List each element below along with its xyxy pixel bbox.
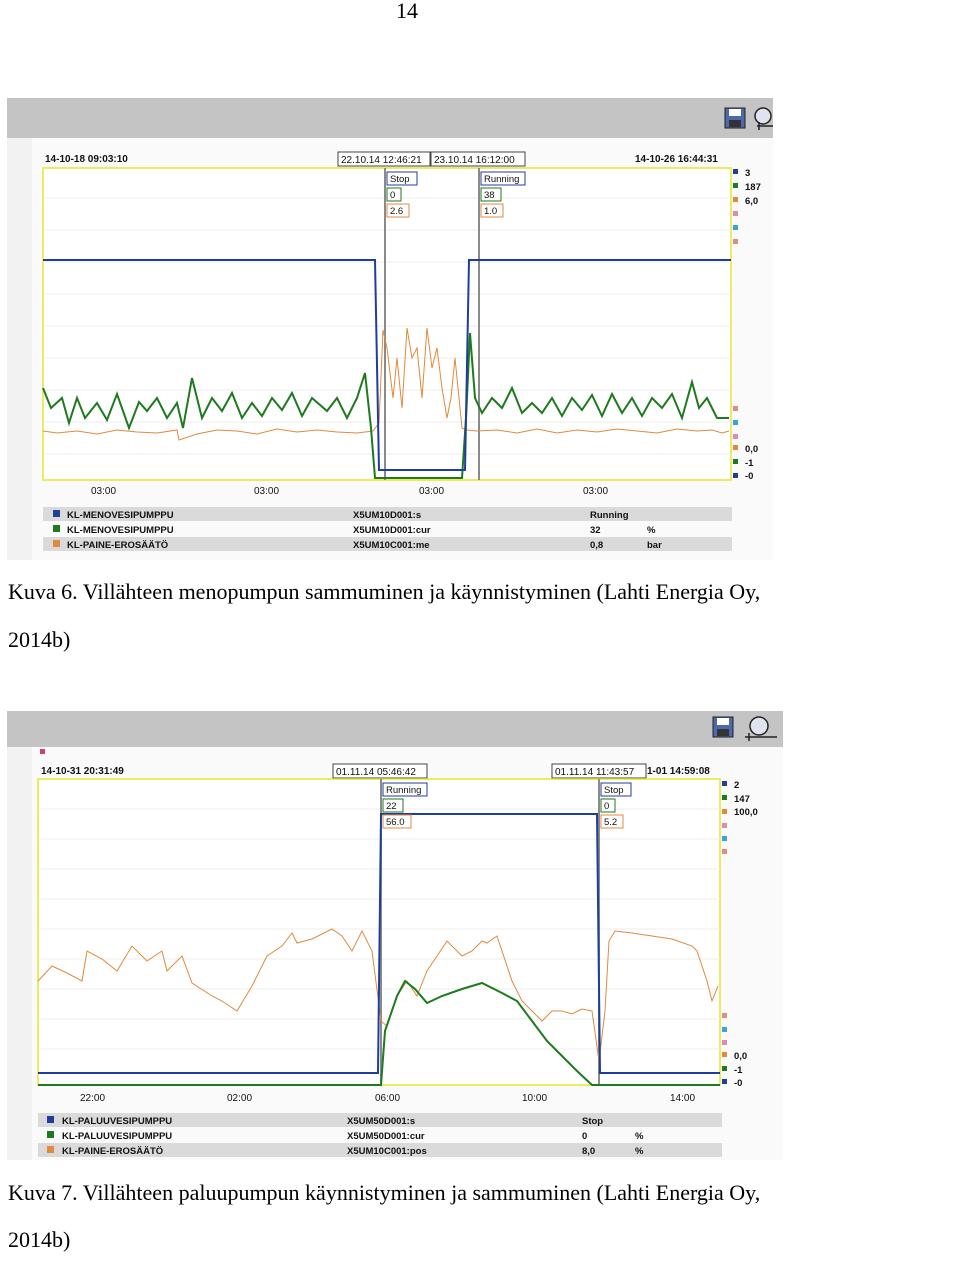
- zoom-reset-icon[interactable]: [755, 108, 773, 130]
- x-tick-label: 10:00: [522, 1093, 548, 1104]
- svg-text:Running: Running: [386, 785, 422, 796]
- svg-text:KL-PALUUVESIPUMPPU: KL-PALUUVESIPUMPPU: [62, 1116, 173, 1127]
- svg-text:22: 22: [386, 801, 397, 812]
- trend-screenshot-1: [7, 98, 773, 560]
- svg-text:%: %: [635, 1131, 644, 1142]
- x-tick-label: 03:00: [91, 486, 117, 497]
- svg-text:-0: -0: [734, 1078, 743, 1089]
- figure-6-caption-line-1: Kuva 6. Villähteen menopumpun sammuminen ja käynnistyminen (Lahti Energia Oy,: [8, 579, 761, 604]
- svg-text:2.6: 2.6: [390, 206, 404, 217]
- cursor-1-time-box: [333, 764, 427, 778]
- x-tick-label: 14:00: [670, 1093, 696, 1104]
- svg-text:%: %: [647, 525, 656, 536]
- save-icon[interactable]: [725, 108, 745, 128]
- svg-text:0,8: 0,8: [590, 540, 604, 551]
- svg-text:187: 187: [745, 182, 761, 193]
- figure-7-caption-line-2: 2014b): [8, 1227, 71, 1252]
- svg-text:Running: Running: [590, 510, 629, 521]
- svg-text:1.0: 1.0: [484, 206, 498, 217]
- svg-text:KL-MENOVESIPUMPPU: KL-MENOVESIPUMPPU: [67, 510, 174, 521]
- svg-text:0: 0: [390, 190, 396, 201]
- svg-text:X5UM10D001:s: X5UM10D001:s: [353, 510, 422, 521]
- cursor-1-time-box: [338, 152, 430, 166]
- svg-text:23.10.14 16:12:00: 23.10.14 16:12:00: [434, 155, 515, 166]
- figure-6-caption-line-2: 2014b): [8, 627, 71, 652]
- x-tick-label: 06:00: [375, 1093, 401, 1104]
- x-tick-label: 22:00: [80, 1093, 106, 1104]
- start-time-label: 14-10-31 20:31:49: [41, 766, 124, 777]
- svg-text:01.11.14 11:43:57: 01.11.14 11:43:57: [555, 767, 635, 778]
- svg-text:-1: -1: [734, 1065, 743, 1076]
- svg-text:0: 0: [582, 1131, 588, 1142]
- svg-text:X5UM10C001:pos: X5UM10C001:pos: [347, 1146, 427, 1157]
- svg-text:KL-PAINE-EROSÄÄTÖ: KL-PAINE-EROSÄÄTÖ: [67, 540, 169, 551]
- cursor-2-time-box: [431, 152, 525, 166]
- svg-text:0,0: 0,0: [745, 444, 759, 455]
- page-number: 14: [396, 0, 418, 23]
- trend-screenshot-2: [7, 711, 783, 1160]
- svg-text:0: 0: [604, 801, 610, 812]
- svg-text:22.10.14 12:46:21: 22.10.14 12:46:21: [341, 155, 422, 166]
- end-time-label: 14-10-26 16:44:31: [635, 154, 718, 165]
- start-time-label: 14-10-18 09:03:10: [45, 154, 128, 165]
- svg-text:%: %: [635, 1146, 644, 1157]
- x-tick-label: 03:00: [583, 486, 609, 497]
- svg-text:3: 3: [745, 168, 751, 179]
- svg-text:01.11.14 05:46:42: 01.11.14 05:46:42: [336, 767, 416, 778]
- x-tick-label: 03:00: [254, 486, 280, 497]
- cursor-2-time-box: [552, 764, 646, 778]
- end-time-label: 1-01 14:59:08: [647, 766, 710, 777]
- save-icon[interactable]: [713, 717, 733, 737]
- svg-text:KL-MENOVESIPUMPPU: KL-MENOVESIPUMPPU: [67, 525, 174, 536]
- figure-7-caption-line-1: Kuva 7. Villähteen paluupumpun käynnistyminen ja sammuminen (Lahti Energia Oy,: [8, 1180, 761, 1205]
- svg-text:147: 147: [734, 794, 750, 805]
- x-tick-label: 03:00: [419, 486, 445, 497]
- svg-text:X5UM10D001:cur: X5UM10D001:cur: [353, 525, 431, 536]
- svg-text:X5UM50D001:cur: X5UM50D001:cur: [347, 1131, 425, 1142]
- svg-text:Stop: Stop: [390, 174, 410, 185]
- svg-text:Stop: Stop: [582, 1116, 604, 1127]
- svg-text:Running: Running: [484, 174, 520, 185]
- svg-text:Stop: Stop: [604, 785, 624, 796]
- svg-text:-1: -1: [745, 458, 754, 469]
- svg-text:X5UM10C001:me: X5UM10C001:me: [353, 540, 430, 551]
- svg-text:32: 32: [590, 525, 601, 536]
- svg-text:bar: bar: [647, 540, 662, 551]
- svg-text:X5UM50D001:s: X5UM50D001:s: [347, 1116, 416, 1127]
- x-tick-label: 02:00: [227, 1093, 253, 1104]
- svg-text:2: 2: [734, 780, 740, 791]
- svg-text:KL-PALUUVESIPUMPPU: KL-PALUUVESIPUMPPU: [62, 1131, 173, 1142]
- svg-text:56.0: 56.0: [386, 817, 405, 828]
- svg-text:8,0: 8,0: [582, 1146, 596, 1157]
- svg-text:0,0: 0,0: [734, 1051, 748, 1062]
- svg-text:100,0: 100,0: [734, 807, 758, 818]
- svg-text:6,0: 6,0: [745, 196, 759, 207]
- svg-text:38: 38: [484, 190, 495, 201]
- svg-text:KL-PAINE-EROSÄÄTÖ: KL-PAINE-EROSÄÄTÖ: [62, 1146, 164, 1157]
- svg-text:5.2: 5.2: [604, 817, 618, 828]
- svg-text:-0: -0: [745, 471, 754, 482]
